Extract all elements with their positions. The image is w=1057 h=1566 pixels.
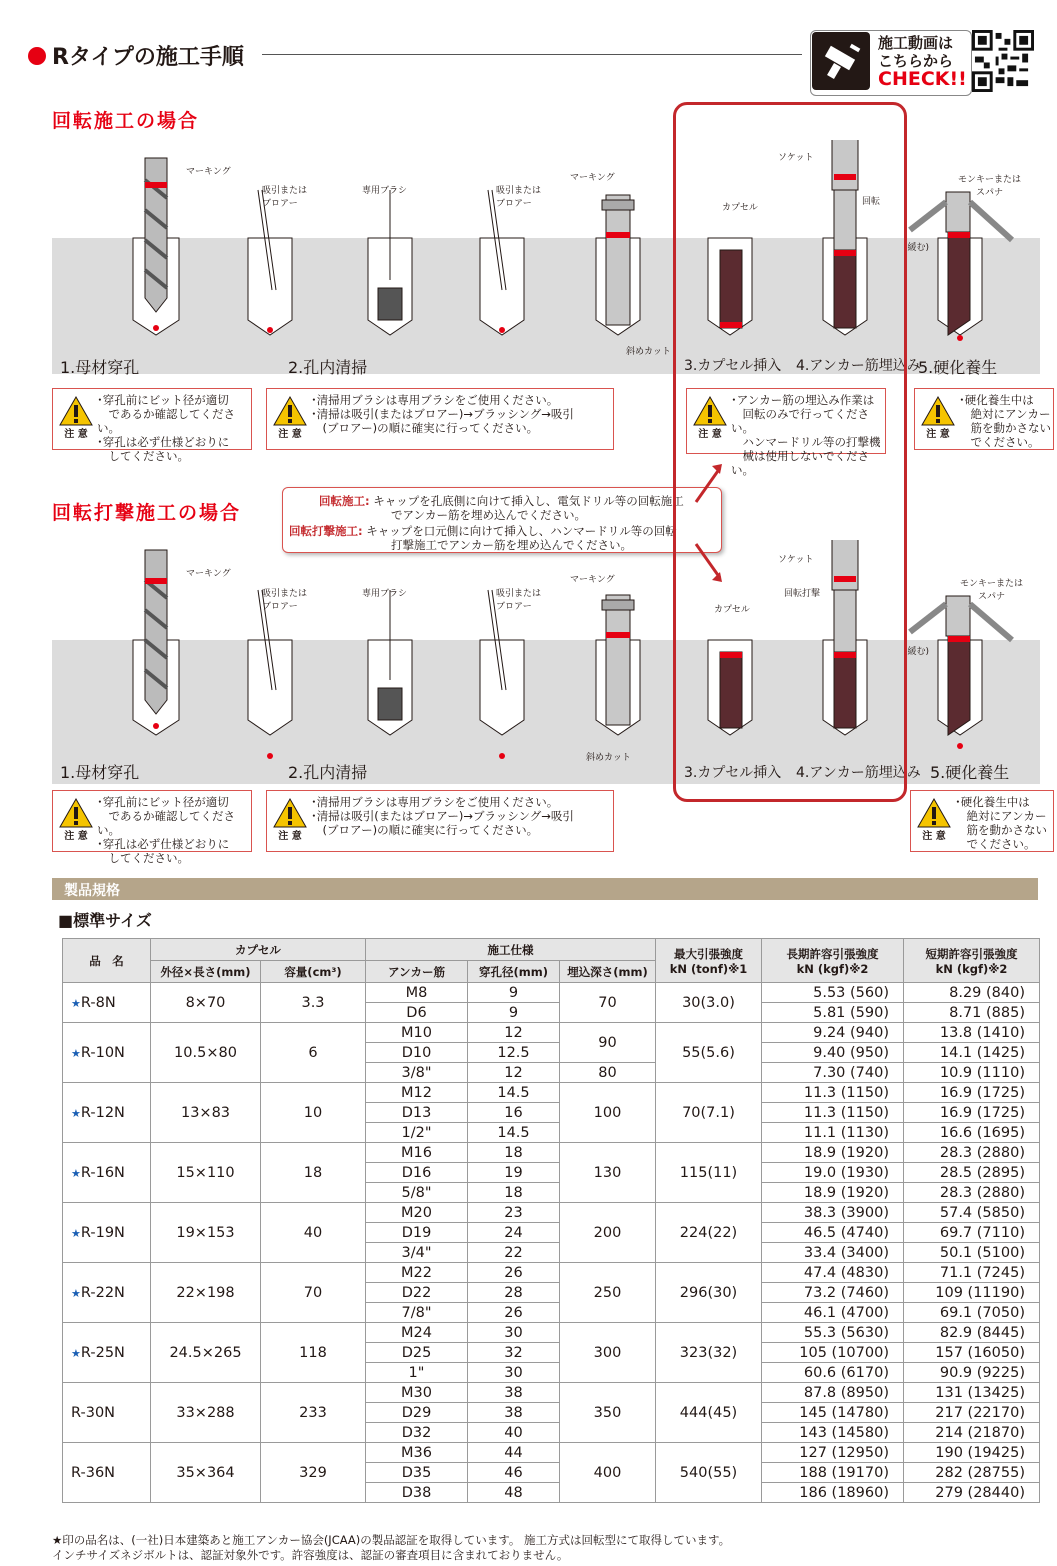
table-cell: 46 xyxy=(468,1463,560,1483)
table-cell: 11.3 (1150) xyxy=(762,1083,904,1103)
label-marking-2: マーキング xyxy=(570,173,615,183)
table-cell: 44 xyxy=(468,1443,560,1463)
table-cell: 30 xyxy=(468,1363,560,1383)
label-suction-2: 吸引または ブロアー xyxy=(496,186,542,209)
caution-note-cure: 注 意 ･硬化養生中は 絶対にアンカー 筋を動かさない でください。 xyxy=(914,388,1054,450)
table-cell: 5.81 (590) xyxy=(762,1003,904,1023)
step-1b: 1.母材穿孔 xyxy=(60,763,140,782)
table-cell: 3/4" xyxy=(366,1243,468,1263)
page-title: Rタイプの施工手順 xyxy=(28,40,244,71)
table-cell: 233 xyxy=(261,1383,366,1443)
table-cell: M10 xyxy=(366,1023,468,1043)
table-cell: 80 xyxy=(560,1063,656,1083)
table-cell: 10.9 (1110) xyxy=(904,1063,1040,1083)
table-row xyxy=(63,1143,1040,1163)
table-cell: 3.3 xyxy=(261,983,366,1023)
label-rotate: 回転 xyxy=(862,197,881,207)
table-cell: D35 xyxy=(366,1463,468,1483)
table-cell: 1/2" xyxy=(366,1123,468,1143)
label-loosen: (緩む) xyxy=(904,243,930,253)
table-cell: 9 xyxy=(468,1003,560,1023)
table-cell: 26 xyxy=(468,1263,560,1283)
table-cell: 130 xyxy=(560,1143,656,1203)
table-cell: M20 xyxy=(366,1203,468,1223)
table-cell: 5.53 (560) xyxy=(762,983,904,1003)
table-cell: 18 xyxy=(261,1143,366,1203)
th-max: 最大引張強度 kN (tonf)※1 xyxy=(656,939,762,983)
table-cell: 3/8" xyxy=(366,1063,468,1083)
table-cell: 6 xyxy=(261,1023,366,1083)
th-capsule: カプセル xyxy=(151,939,366,961)
table-row xyxy=(63,983,1040,1003)
check-label: CHECK!! xyxy=(878,68,967,90)
red-dot-icon xyxy=(28,47,46,65)
table-cell: 22×198 xyxy=(151,1263,261,1323)
table-cell: 40 xyxy=(261,1203,366,1263)
star-icon: ★ xyxy=(71,1106,81,1120)
table-cell: 69.7 (7110) xyxy=(904,1223,1040,1243)
table-cell: 200 xyxy=(560,1203,656,1263)
label-wrench: モンキーまたは スパナ xyxy=(958,175,1022,198)
table-cell: 90 xyxy=(560,1023,656,1063)
label-brush: 専用ブラシ xyxy=(362,186,408,196)
table-cell: 38 xyxy=(468,1403,560,1423)
table-row xyxy=(63,1443,1040,1463)
table-row xyxy=(63,1083,1040,1103)
caution-note-cure-2: 注 意 ･硬化養生中は 絶対にアンカー 筋を動かさない でください。 xyxy=(910,790,1054,852)
table-cell: 157 (16050) xyxy=(904,1343,1040,1363)
table-cell: 18 xyxy=(468,1143,560,1163)
table-cell: 70 xyxy=(560,983,656,1023)
table-cell: M16 xyxy=(366,1143,468,1163)
caution-label: 注 意 xyxy=(278,831,302,841)
caution-note-drill: 注 意 ･穿孔前にビット径が適切 であるか確認してください。 ･穿孔は必ず仕様どおりに してください。 xyxy=(52,388,252,450)
star-icon: ★ xyxy=(71,1286,81,1300)
table-cell: 8×70 xyxy=(151,983,261,1023)
caution-label: 注 意 xyxy=(278,429,302,439)
product-name-cell: R-36N xyxy=(63,1443,151,1503)
table-cell: 9 xyxy=(468,983,560,1003)
label-cut-2: 斜めカット xyxy=(586,753,631,763)
table-cell: 217 (22170) xyxy=(904,1403,1040,1423)
label-capsule-2: カプセル xyxy=(714,605,750,615)
table-cell: M36 xyxy=(366,1443,468,1463)
caution-icon xyxy=(59,395,93,439)
table-cell: 13.8 (1410) xyxy=(904,1023,1040,1043)
th-volume: 容量(cm³) xyxy=(261,961,366,983)
step-2b: 2.孔内清掃 xyxy=(288,763,368,782)
table-cell: 190 (19425) xyxy=(904,1443,1040,1463)
table-cell: 70 xyxy=(261,1263,366,1323)
caution-note-clean-2: 注 意 ･清掃用ブラシは専用ブラシをご使用ください。 ･清掃は吸引(またはブロアー)→ブラッシング→吸引 (ブロアー)の順に確実に行ってください。 xyxy=(266,790,614,852)
table-cell: 296(30) xyxy=(656,1263,762,1323)
star-icon: ★ xyxy=(71,1166,81,1180)
caution-label: 注 意 xyxy=(698,429,722,439)
caution-label: 注 意 xyxy=(64,429,88,439)
table-cell: 540(55) xyxy=(656,1443,762,1503)
label-cut: 斜めカット xyxy=(626,347,671,357)
table-cell: M22 xyxy=(366,1263,468,1283)
label-socket: ソケット xyxy=(778,153,814,163)
table-cell: 145 (14780) xyxy=(762,1403,904,1423)
table-row xyxy=(63,1263,1040,1283)
caution-icon xyxy=(273,395,307,439)
step-3: 3.カプセル挿入 xyxy=(684,358,782,374)
caution-label: 注 意 xyxy=(926,429,950,439)
table-cell: 73.2 (7460) xyxy=(762,1283,904,1303)
table-cell: 250 xyxy=(560,1263,656,1323)
table-row xyxy=(63,1323,1040,1343)
table-cell: 127 (12950) xyxy=(762,1443,904,1463)
table-cell: 60.6 (6170) xyxy=(762,1363,904,1383)
drill-icon xyxy=(812,32,870,90)
table-cell: 5/8" xyxy=(366,1183,468,1203)
product-name-cell: ★R-22N xyxy=(63,1263,151,1323)
section-title-rotation: 回転施工の場合 xyxy=(52,110,200,132)
table-cell: 28.3 (2880) xyxy=(904,1143,1040,1163)
table-cell: 1" xyxy=(366,1363,468,1383)
table-cell: 55.3 (5630) xyxy=(762,1323,904,1343)
th-depth: 埋込深さ(mm) xyxy=(560,961,656,983)
table-cell: 14.1 (1425) xyxy=(904,1043,1040,1063)
table-cell: 19 xyxy=(468,1163,560,1183)
table-cell: 11.3 (1150) xyxy=(762,1103,904,1123)
th-hole: 穿孔径(mm) xyxy=(468,961,560,983)
table-cell: 24 xyxy=(468,1223,560,1243)
table-cell: M30 xyxy=(366,1383,468,1403)
table-cell: 14.5 xyxy=(468,1123,560,1143)
spec-table xyxy=(62,938,1040,1503)
table-cell: D22 xyxy=(366,1283,468,1303)
footnote: ★印の品名は、(一社)日本建築あと施工アンカー協会(JCAA)の製品認証を取得しています。 施工方式は回転型にて取得しています。 インチサイズネジボルトは、認証対象外です。許容強度は、認証の審査項目に含まれておりません。 xyxy=(52,1533,731,1562)
step-5b: 5.硬化養生 xyxy=(930,763,1010,782)
table-cell: D29 xyxy=(366,1403,468,1423)
table-cell: D38 xyxy=(366,1483,468,1503)
table-cell: 47.4 (4830) xyxy=(762,1263,904,1283)
table-cell: 30(3.0) xyxy=(656,983,762,1023)
th-name: 品 名 xyxy=(63,939,151,983)
table-cell: 8.29 (840) xyxy=(904,983,1040,1003)
table-cell: 7/8" xyxy=(366,1303,468,1323)
table-cell: 12.5 xyxy=(468,1043,560,1063)
table-cell: 350 xyxy=(560,1383,656,1443)
table-cell: D13 xyxy=(366,1103,468,1123)
capsule-embed-highlight-frame xyxy=(673,102,907,802)
table-cell: D25 xyxy=(366,1343,468,1363)
spec-section-bar: 製品規格 xyxy=(52,878,1038,900)
table-cell: 48 xyxy=(468,1483,560,1503)
product-name-cell: R-30N xyxy=(63,1383,151,1443)
table-cell: 16.9 (1725) xyxy=(904,1083,1040,1103)
qr-code-icon[interactable] xyxy=(972,30,1034,92)
table-cell: 186 (18960) xyxy=(762,1483,904,1503)
table-cell: D6 xyxy=(366,1003,468,1023)
table-cell: 18 xyxy=(468,1183,560,1203)
table-cell: 100 xyxy=(560,1083,656,1143)
table-cell: 40 xyxy=(468,1423,560,1443)
caution-icon xyxy=(921,395,955,439)
table-cell: 16 xyxy=(468,1103,560,1123)
table-cell: 282 (28755) xyxy=(904,1463,1040,1483)
table-cell: 14.5 xyxy=(468,1083,560,1103)
table-cell: 90.9 (9225) xyxy=(904,1363,1040,1383)
th-size: 外径×長さ(mm) xyxy=(151,961,261,983)
table-cell: 9.40 (950) xyxy=(762,1043,904,1063)
product-name-cell: ★R-19N xyxy=(63,1203,151,1263)
label-marking-4: マーキング xyxy=(570,575,615,585)
table-cell: 143 (14580) xyxy=(762,1423,904,1443)
table-cell: 10 xyxy=(261,1083,366,1143)
table-cell: 24.5×265 xyxy=(151,1323,261,1383)
star-icon: ★ xyxy=(71,996,81,1010)
table-cell: 15×110 xyxy=(151,1143,261,1203)
table-cell: 400 xyxy=(560,1443,656,1503)
table-cell: 13×83 xyxy=(151,1083,261,1143)
table-cell: 18.9 (1920) xyxy=(762,1183,904,1203)
table-cell: M12 xyxy=(366,1083,468,1103)
table-cell: 10.5×80 xyxy=(151,1023,261,1083)
table-cell: 188 (19170) xyxy=(762,1463,904,1483)
step-1: 1.母材穿孔 xyxy=(60,358,140,377)
section-title-impact: 回転打撃施工の場合 xyxy=(52,502,242,524)
table-cell: 105 (10700) xyxy=(762,1343,904,1363)
product-name-cell: ★R-8N xyxy=(63,983,151,1023)
step-3b: 3.カプセル挿入 xyxy=(684,765,782,781)
product-name-cell: ★R-10N xyxy=(63,1023,151,1083)
table-cell: 28.3 (2880) xyxy=(904,1183,1040,1203)
table-cell: 8.71 (885) xyxy=(904,1003,1040,1023)
label-marking-3: マーキング xyxy=(186,569,231,579)
caution-label: 注 意 xyxy=(922,831,946,841)
label-suction-3: 吸引または ブロアー xyxy=(262,589,308,612)
table-cell: 329 xyxy=(261,1443,366,1503)
table-cell: 19.0 (1930) xyxy=(762,1163,904,1183)
table-row xyxy=(63,1203,1040,1223)
arrow-icons xyxy=(690,462,730,582)
step-5: 5.硬化養生 xyxy=(918,358,998,377)
table-row xyxy=(63,1383,1040,1403)
table-cell: D10 xyxy=(366,1043,468,1063)
label-capsule: カプセル xyxy=(722,203,758,213)
table-cell: 224(22) xyxy=(656,1203,762,1263)
product-name-cell: ★R-25N xyxy=(63,1323,151,1383)
title-rule xyxy=(262,54,802,55)
product-name-cell: ★R-12N xyxy=(63,1083,151,1143)
table-cell: D19 xyxy=(366,1223,468,1243)
table-cell: 279 (28440) xyxy=(904,1483,1040,1503)
label-socket-2: ソケット xyxy=(778,555,814,565)
table-cell: 19×153 xyxy=(151,1203,261,1263)
table-cell: 11.1 (1130) xyxy=(762,1123,904,1143)
table-cell: 71.1 (7245) xyxy=(904,1263,1040,1283)
caution-icon xyxy=(59,797,93,841)
table-cell: 444(45) xyxy=(656,1383,762,1443)
table-cell: 28.5 (2895) xyxy=(904,1163,1040,1183)
table-cell: 28 xyxy=(468,1283,560,1303)
star-icon: ★ xyxy=(71,1046,81,1060)
caution-icon xyxy=(917,797,951,841)
caution-note-clean: 注 意 ･清掃用ブラシは専用ブラシをご使用ください。 ･清掃は吸引(またはブロアー)→ブラッシング→吸引 (ブロアー)の順に確実に行ってください。 xyxy=(266,388,614,450)
label-wrench-2: モンキーまたは スパナ xyxy=(960,579,1024,602)
table-cell: 12 xyxy=(468,1063,560,1083)
table-cell: 32 xyxy=(468,1343,560,1363)
table-cell: 115(11) xyxy=(656,1143,762,1203)
table-cell: 9.24 (940) xyxy=(762,1023,904,1043)
step-2: 2.孔内清掃 xyxy=(288,358,368,377)
table-cell: 22 xyxy=(468,1243,560,1263)
table-row xyxy=(63,1023,1040,1043)
label-suction: 吸引または ブロアー xyxy=(262,186,308,209)
table-cell: 118 xyxy=(261,1323,366,1383)
table-cell: 38.3 (3900) xyxy=(762,1203,904,1223)
table-cell: 33×288 xyxy=(151,1383,261,1443)
table-cell: 57.4 (5850) xyxy=(904,1203,1040,1223)
table-cell: 50.1 (5100) xyxy=(904,1243,1040,1263)
table-cell: 131 (13425) xyxy=(904,1383,1040,1403)
table-cell: 12 xyxy=(468,1023,560,1043)
table-cell: D16 xyxy=(366,1163,468,1183)
star-icon: ★ xyxy=(71,1346,81,1360)
table-cell: 109 (11190) xyxy=(904,1283,1040,1303)
label-loosen-2: (緩む) xyxy=(904,647,930,657)
label-brush-2: 専用ブラシ xyxy=(362,589,408,599)
table-cell: D32 xyxy=(366,1423,468,1443)
table-cell: 87.8 (8950) xyxy=(762,1383,904,1403)
video-link-text[interactable]: 施工動画は こちらから CHECK!! xyxy=(878,34,967,90)
label-rotate-impact: 回転打撃 xyxy=(784,589,821,599)
table-cell: 35×364 xyxy=(151,1443,261,1503)
label-marking: マーキング xyxy=(186,167,231,177)
table-cell: 55(5.6) xyxy=(656,1023,762,1083)
table-cell: 30 xyxy=(468,1323,560,1343)
product-name-cell: ★R-16N xyxy=(63,1143,151,1203)
table-cell: 33.4 (3400) xyxy=(762,1243,904,1263)
table-cell: M24 xyxy=(366,1323,468,1343)
th-short: 短期許容引張強度 kN (kgf)※2 xyxy=(904,939,1040,983)
table-cell: 46.5 (4740) xyxy=(762,1223,904,1243)
method-popup: 回転施工: キャップを孔底側に向けて挿入し、電気ドリル等の回転施工 でアンカー筋を埋め込んでください。 回転打撃施工: キャップを口元側に向けて挿入し、ハンマードリル等の回転 打撃施工でアンカー筋を埋め込んでください。 xyxy=(282,487,722,553)
table-cell: 300 xyxy=(560,1323,656,1383)
table-cell: 38 xyxy=(468,1383,560,1403)
th-long: 長期許容引張強度 kN (kgf)※2 xyxy=(762,939,904,983)
table-cell: 23 xyxy=(468,1203,560,1223)
table-cell: 26 xyxy=(468,1303,560,1323)
caution-note-embed: 注 意 ･アンカー筋の埋込み作業は 回転のみで行ってください。 ハンマードリル等の打撃機 械は使用しないでください。 xyxy=(686,388,886,454)
table-cell: 323(32) xyxy=(656,1323,762,1383)
table-cell: M8 xyxy=(366,983,468,1003)
caution-label: 注 意 xyxy=(64,831,88,841)
label-suction-4: 吸引または ブロアー xyxy=(496,589,542,612)
star-icon: ★ xyxy=(71,1226,81,1240)
table-cell: 214 (21870) xyxy=(904,1423,1040,1443)
table-cell: 16.6 (1695) xyxy=(904,1123,1040,1143)
th-rebar: アンカー筋 xyxy=(366,961,468,983)
th-construction: 施工仕様 xyxy=(366,939,656,961)
table-cell: 16.9 (1725) xyxy=(904,1103,1040,1123)
table-cell: 18.9 (1920) xyxy=(762,1143,904,1163)
table-cell: 46.1 (4700) xyxy=(762,1303,904,1323)
step-4: 4.アンカー筋埋込み xyxy=(796,358,921,374)
table-cell: 82.9 (8445) xyxy=(904,1323,1040,1343)
table-cell: 70(7.1) xyxy=(656,1083,762,1143)
standard-size-title: ■標準サイズ xyxy=(58,911,152,930)
step-4b: 4.アンカー筋埋込み xyxy=(796,765,921,781)
table-cell: 69.1 (7050) xyxy=(904,1303,1040,1323)
table-cell: 7.30 (740) xyxy=(762,1063,904,1083)
caution-icon xyxy=(273,797,307,841)
caution-note-drill-2: 注 意 ･穿孔前にビット径が適切 であるか確認してください。 ･穿孔は必ず仕様どおりに してください。 xyxy=(52,790,252,852)
